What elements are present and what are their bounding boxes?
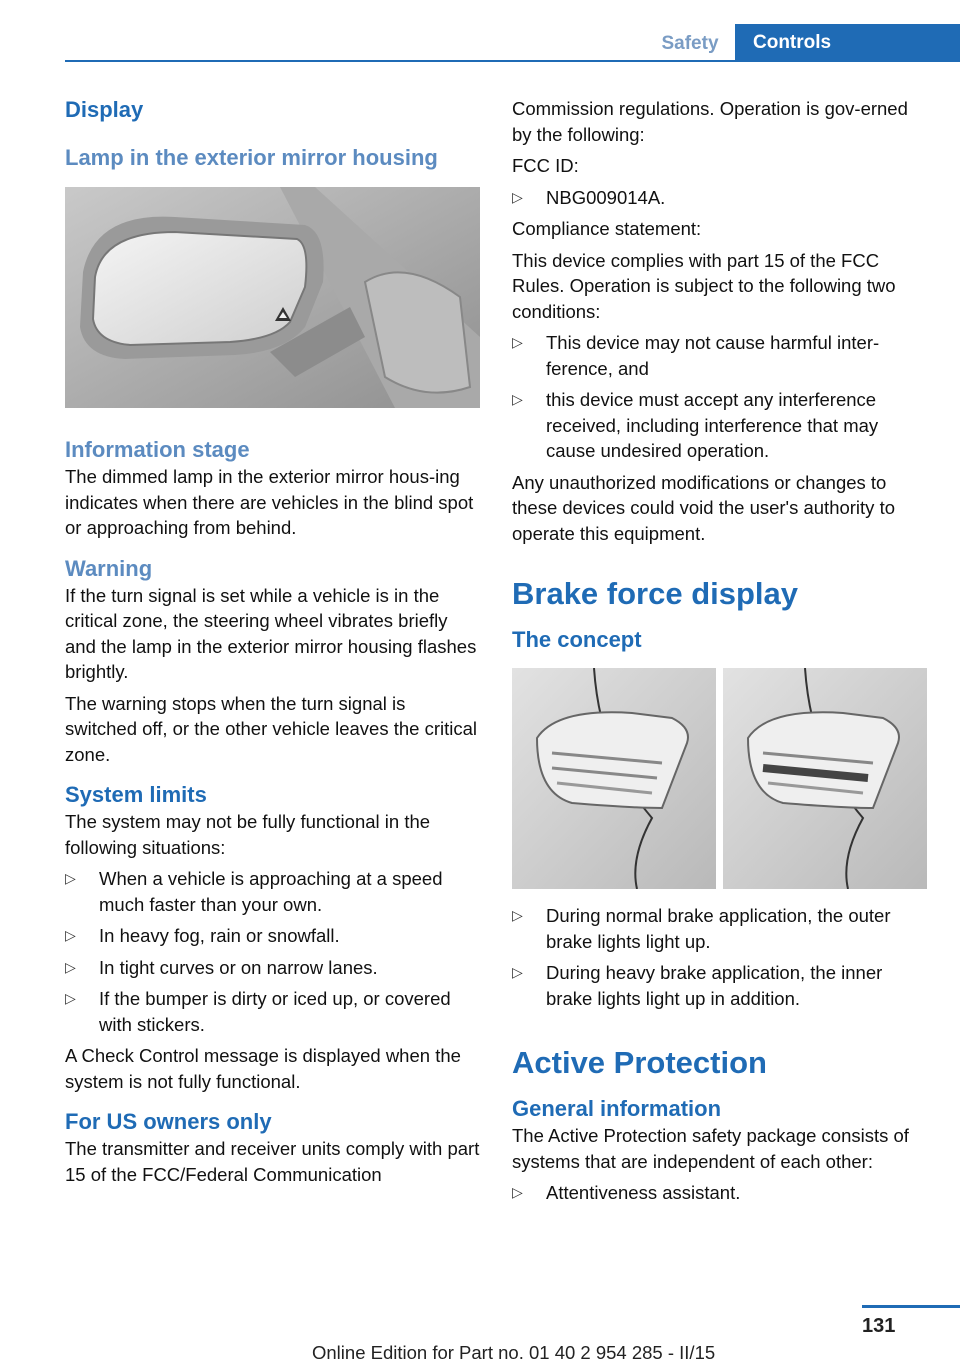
section-tab-safety: Safety: [661, 33, 719, 54]
fcc-id-list: [512, 185, 932, 211]
system-limits-list: [65, 866, 480, 1037]
heading-us-owners: For US owners only: [65, 1109, 272, 1134]
paragraph-us-owners: The transmitter and receiver units comply with part 15 of the FCC/Federal Communication: [65, 1138, 480, 1185]
section-tab-controls: Controls: [735, 24, 960, 62]
heading-active-protection: Active Protection: [512, 1045, 767, 1080]
paragraph-fcc-continued: Commission regulations. Operation is gov‐erned by the following:: [512, 98, 908, 145]
triangle-bullet-icon: ▷: [65, 870, 76, 886]
paragraph-compliance: Compliance statement:: [512, 218, 702, 239]
heading-warning: Warning: [65, 555, 153, 581]
edition-note: Online Edition for Part no. 01 40 2 954 285 - II/15: [312, 1342, 716, 1363]
header-rule: [65, 60, 960, 62]
footer-rule: [862, 1305, 960, 1308]
list-item: ▷ NBG009014A.: [512, 185, 932, 211]
triangle-bullet-icon: ▷: [65, 990, 76, 1006]
paragraph-system-limits: The system may not be fully functional in the following situations:: [65, 811, 431, 858]
list-item: ▷ this device must accept any interference received, including interference that may cause undesired operation.: [512, 389, 879, 461]
heading-the-concept: The concept: [512, 627, 642, 652]
heading-brake-force-display: Brake force display: [512, 576, 799, 611]
triangle-bullet-icon: ▷: [512, 334, 523, 350]
triangle-bullet-icon: ▷: [512, 964, 523, 980]
brake-list: [512, 903, 932, 1011]
heading-lamp: Lamp in the exterior mirror housing: [65, 145, 438, 170]
triangle-bullet-icon: ▷: [65, 927, 76, 943]
list-item: ▷ This device may not cause harmful inter‐ference, and: [512, 332, 880, 379]
list-item: ▷ During heavy brake application, the inner brake lights light up in addition.: [512, 962, 883, 1009]
page-number: 131: [862, 1315, 896, 1337]
right-column: [512, 96, 932, 1212]
paragraph-check-control: A Check Control message is displayed when the system is not fully functional.: [65, 1045, 461, 1092]
triangle-bullet-icon: ▷: [512, 391, 523, 407]
list-item: ▷ If the bumper is dirty or iced up, or covered with stickers.: [65, 988, 451, 1035]
mirror-lamp-illustration: [65, 187, 480, 408]
paragraph-warning-2: The warning stops when the turn signal is switched off, or the other vehicle leaves the critical zone.: [65, 692, 478, 765]
heading-display: Display: [65, 97, 144, 122]
page-header: [0, 24, 960, 62]
paragraph-fcc-id: FCC ID:: [512, 155, 579, 176]
list-item: ▷ Attentiveness assistant.: [512, 1180, 932, 1206]
triangle-bullet-icon: ▷: [512, 188, 523, 205]
heading-general-information: General information: [512, 1096, 722, 1121]
active-protection-list: [512, 1180, 932, 1206]
list-item: ▷ In heavy fog, rain or snowfall.: [65, 923, 480, 949]
paragraph-general-information: The Active Protection safety package consists of systems that are independent of each other:: [512, 1125, 909, 1172]
left-column: [65, 96, 480, 1193]
triangle-bullet-icon: ▷: [512, 907, 523, 923]
paragraph-unauthorized: Any unauthorized modifications or changes to these devices could void the user's authority to operate this equipment.: [512, 471, 895, 544]
paragraph-warning-1: If the turn signal is set while a vehicle is in the critical zone, the steering wheel vibrates briefly and the lamp in the exterior mirror housing flashes brightly.: [65, 584, 477, 682]
paragraph-device-complies: This device complies with part 15 of the FCC Rules. Operation is subject to the following two conditions:: [512, 249, 896, 322]
triangle-bullet-icon: ▷: [512, 1184, 523, 1200]
page-footer: [0, 1305, 960, 1362]
heading-system-limits: System limits: [65, 782, 207, 807]
brake-lights-illustration: [512, 668, 927, 889]
conditions-list: [512, 330, 932, 464]
list-item: ▷ During normal brake application, the outer brake lights light up.: [512, 905, 891, 952]
heading-information-stage: Information stage: [65, 437, 250, 462]
list-item: ▷ When a vehicle is approaching at a speed much faster than your own.: [65, 868, 443, 915]
list-item: ▷ In tight curves or on narrow lanes.: [65, 955, 480, 981]
paragraph-information-stage: The dimmed lamp in the exterior mirror hous‐ing indicates when there are vehicles in the blind spot or approaching from behind.: [65, 466, 474, 538]
triangle-bullet-icon: ▷: [65, 958, 76, 975]
